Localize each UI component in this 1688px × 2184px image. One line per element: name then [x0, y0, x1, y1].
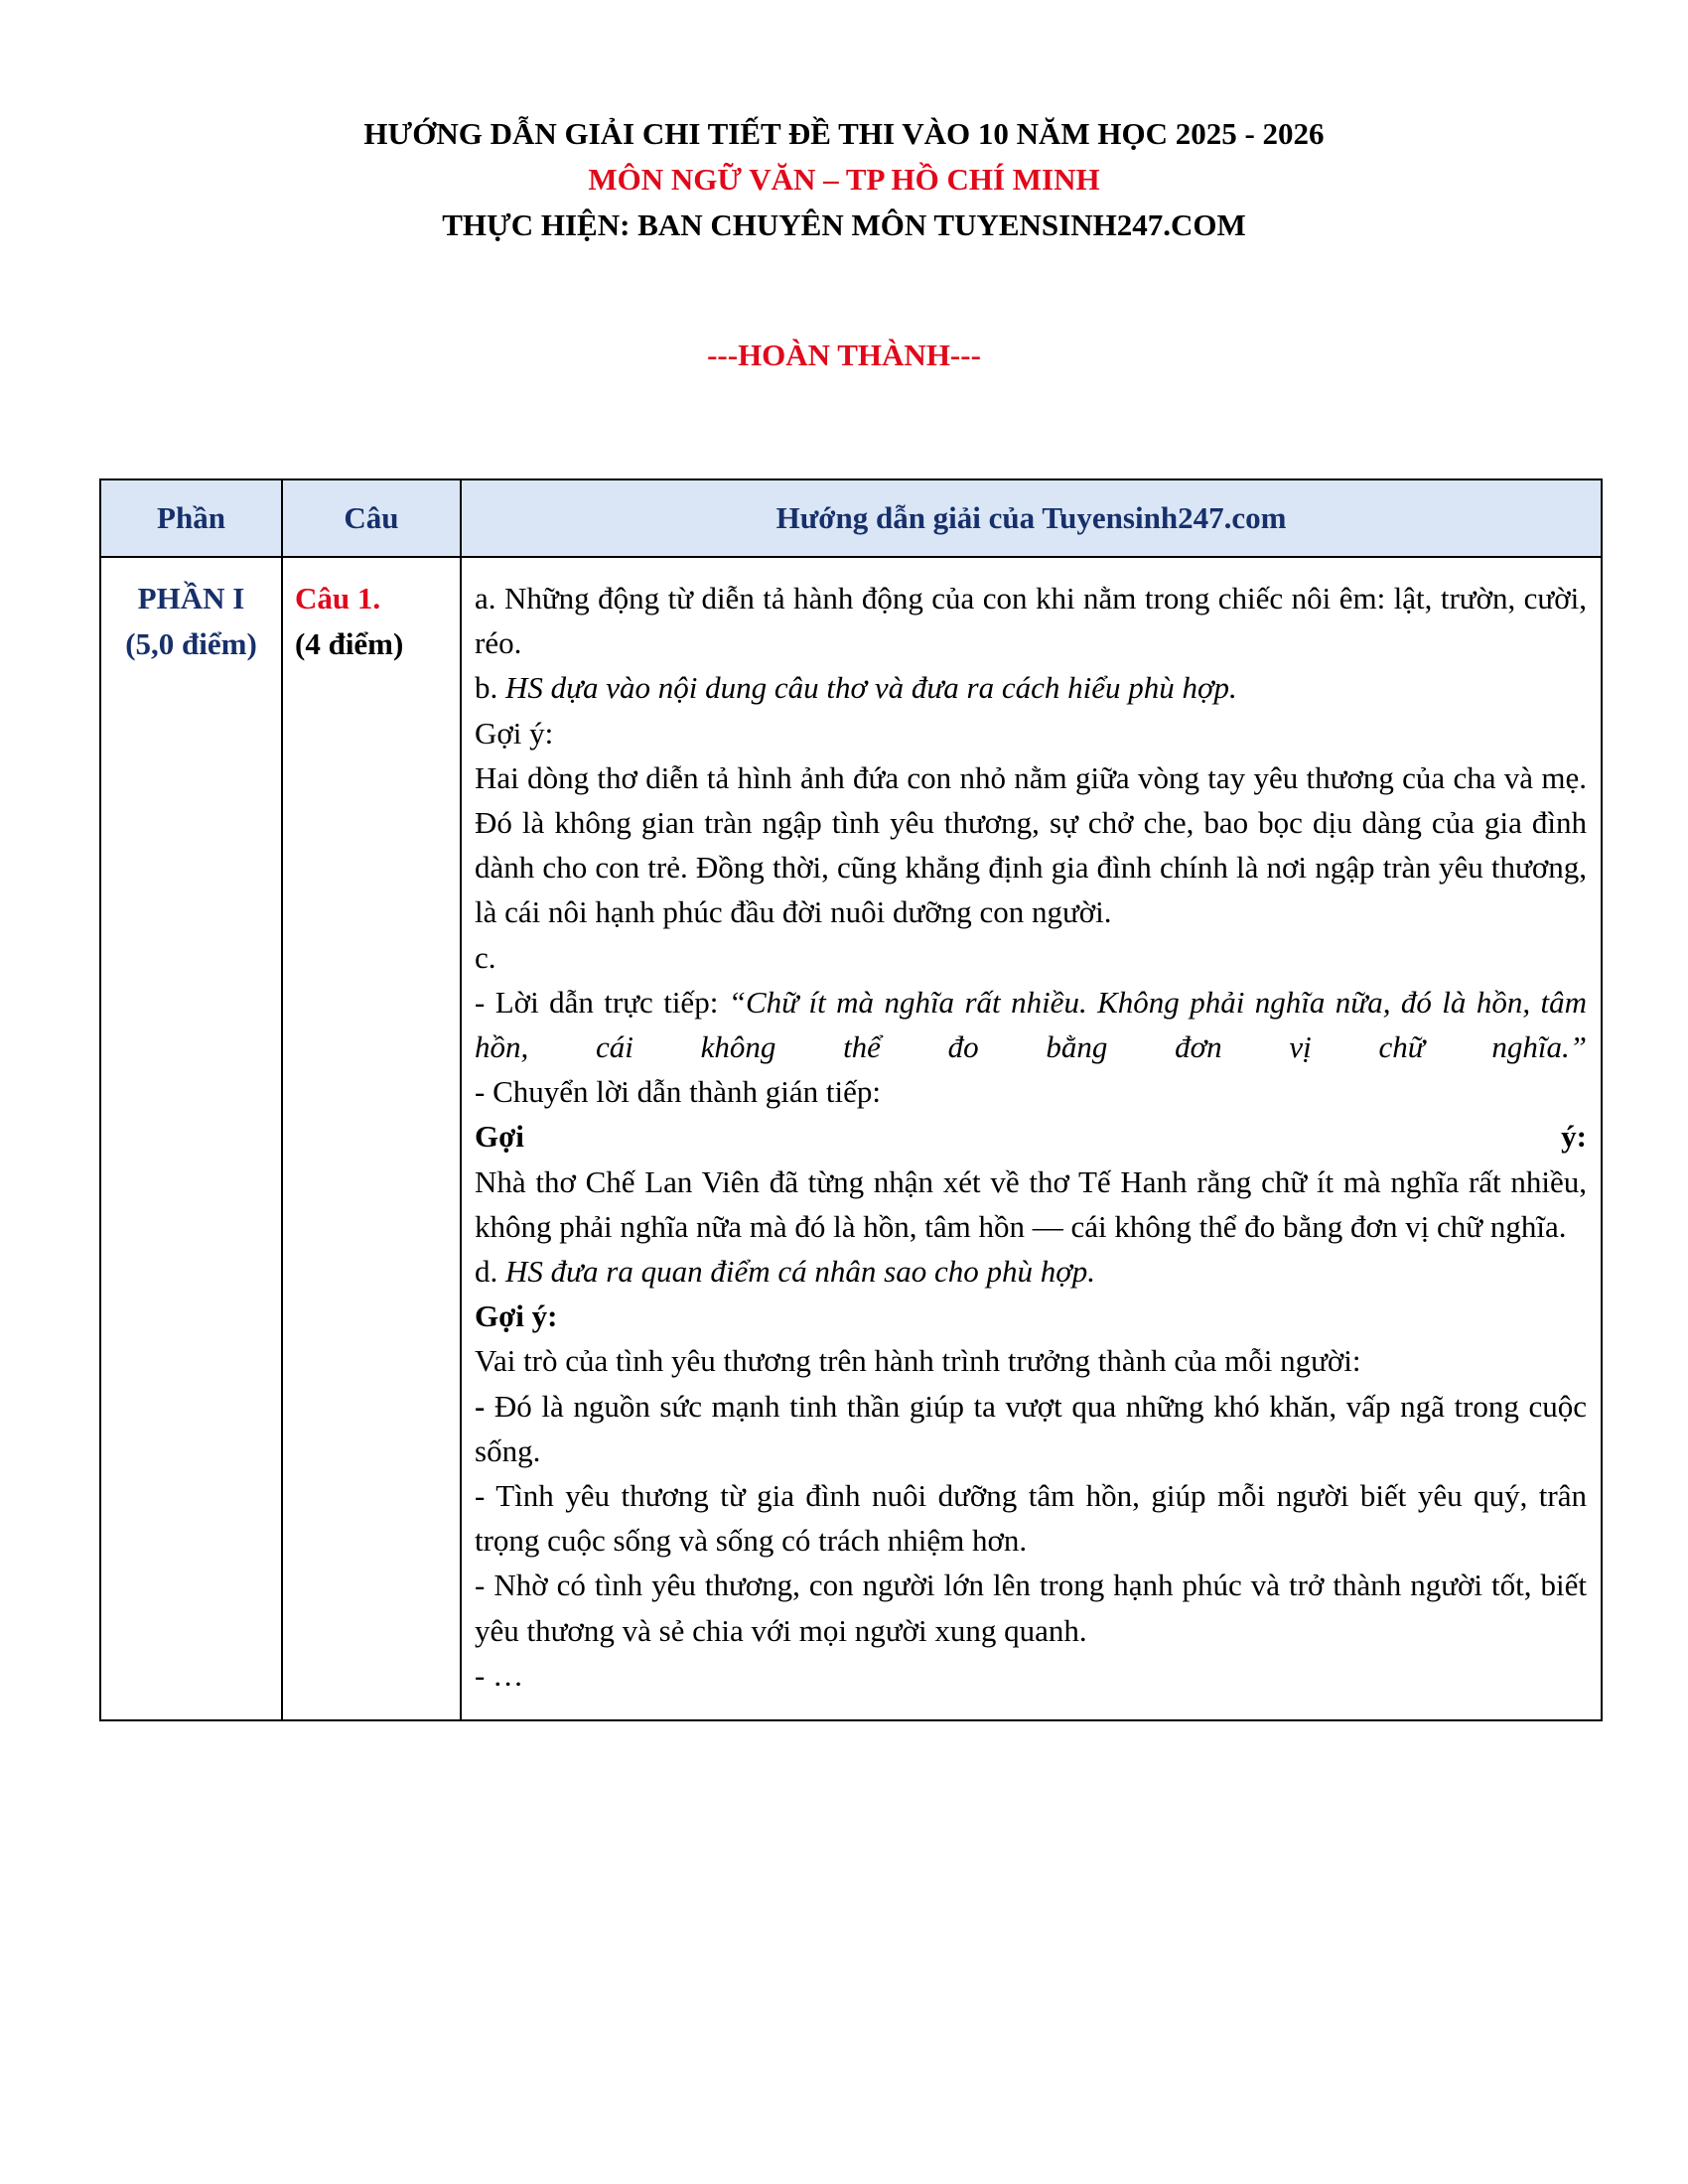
answer-c-convert: - Chuyển lời dẫn thành gián tiếp: [475, 1074, 881, 1110]
guide-cell [461, 557, 1602, 1720]
answer-d-more: - … [475, 1657, 524, 1693]
header-part: Phần [100, 479, 282, 557]
answer-b [475, 665, 1587, 710]
subject-title: MÔN NGỮ VĂN – TP HỒ CHÍ MINH [588, 162, 1100, 197]
header-guide: Hướng dẫn giải của Tuyensinh247.com [461, 479, 1602, 557]
table-header-row [100, 479, 1602, 557]
answer-d-point1 [475, 1384, 1587, 1473]
answer-d-point1-dash: - [475, 1388, 494, 1424]
answer-d [475, 1249, 1587, 1294]
answer-b-hint-label: Gợi ý: [475, 715, 554, 751]
document-title: HƯỚNG DẪN GIẢI CHI TIẾT ĐỀ THI VÀO 10 NĂM HỌC 2025 - 2026 [363, 116, 1325, 151]
part-name: PHẦN I [137, 581, 245, 615]
answer-b-prefix: b. [475, 670, 505, 706]
answer-c-label: c. [475, 939, 496, 975]
question-points: (4 điểm) [295, 626, 404, 661]
completion-label: ---HOÀN THÀNH--- [707, 338, 981, 372]
document-header [0, 111, 1688, 248]
answer-d-intro: Vai trò của tình yêu thương trên hành trình trưởng thành của mỗi người: [475, 1343, 1361, 1379]
answer-a: a. Những động từ diễn tả hành động của con khi nằm trong chiếc nôi êm: lật, trườn, cười, réo. [475, 581, 1587, 661]
answer-b-instruction: HS dựa vào nội dung câu thơ và đưa ra cách hiểu phù hợp. [505, 670, 1237, 706]
answer-d-hint-label: Gợi ý: [475, 1298, 558, 1334]
answer-b-hint-text: Hai dòng thơ diễn tả hình ảnh đứa con nhỏ nằm giữa vòng tay yêu thương của cha và mẹ. Đó là không gian tràn ngập tình yêu thương, sự chở che, bao bọc dịu dàng của gia đình dành cho con trẻ. Đồng thời, cũng khẳng định gia đình chính là nơi ngập tràn yêu thương, là cái nôi hạnh phúc đầu đời nuôi dưỡng con người. [475, 759, 1587, 930]
answer-c-hint-text: Nhà thơ Chế Lan Viên đã từng nhận xét về thơ Tế Hanh rằng chữ ít mà nghĩa rất nhiều, không phải nghĩa nữa mà đó là hồn, tâm hồn — cái không thể đo bằng đơn vị chữ nghĩa. [475, 1163, 1587, 1244]
answer-d-point1-text: Đó là nguồn sức mạnh tinh thần giúp ta vượt qua những khó khăn, vấp ngã trong cuộc sống. [475, 1388, 1587, 1468]
answer-c-direct [475, 980, 1587, 1069]
part-points: (5,0 điểm) [125, 626, 257, 661]
part-cell [100, 557, 282, 1720]
author-line: THỰC HIỆN: BAN CHUYÊN MÔN TUYENSINH247.COM [442, 207, 1246, 242]
answer-guide-table [99, 478, 1603, 1721]
answer-c-direct-prefix: - Lời dẫn trực tiếp: [475, 984, 729, 1020]
answer-d-point3: - Nhờ có tình yêu thương, con người lớn lên trong hạnh phúc và trở thành người tốt, biết yêu thương và sẻ chia với mọi người xung quanh. [475, 1568, 1587, 1648]
table-row [100, 557, 1602, 1720]
question-name: Câu 1. [295, 581, 381, 615]
answer-d-instruction: HS đưa ra quan điểm cá nhân sao cho phù hợp. [505, 1254, 1095, 1290]
answer-d-prefix: d. [475, 1254, 505, 1290]
answer-d-point2: - Tình yêu thương từ gia đình nuôi dưỡng tâm hồn, giúp mỗi người biết yêu quý, trân trọng cuộc sống và sống có trách nhiệm hơn. [475, 1478, 1587, 1559]
answer-c-hint-label: Gợi ý: [475, 1119, 1587, 1155]
header-question: Câu [282, 479, 461, 557]
answer-c-direct-quote: “Chữ ít mà nghĩa rất nhiều. Không phải nghĩa nữa, đó là hồn, tâm hồn, cái không thể đo bằng đơn vị chữ nghĩa.” [475, 984, 1587, 1065]
question-cell [282, 557, 461, 1720]
